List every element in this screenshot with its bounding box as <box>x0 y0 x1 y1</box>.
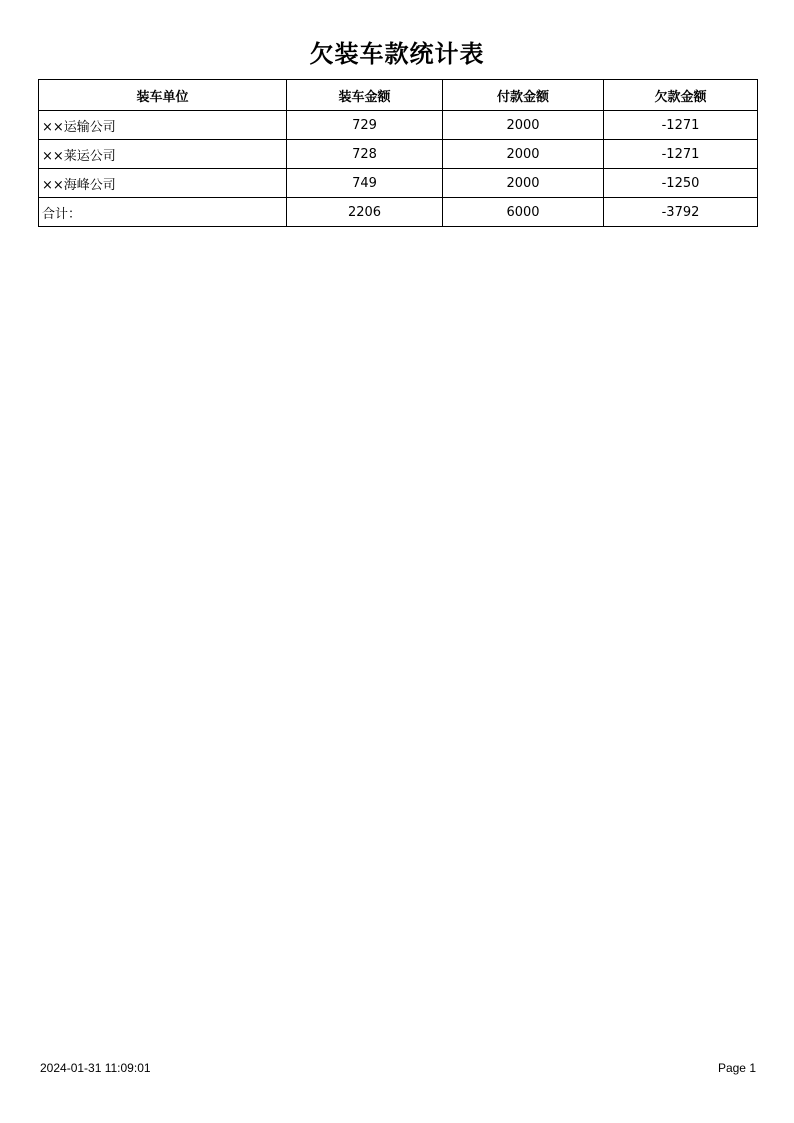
table-row <box>39 140 758 169</box>
unit-cell: ××莱运公司 <box>39 140 287 169</box>
unit-cell: ××海峰公司 <box>39 169 287 198</box>
report-title: 欠装车款统计表 <box>309 39 485 68</box>
owed-amount-cell: -1271 <box>604 111 758 140</box>
paid-amount-cell: 2000 <box>443 140 604 169</box>
table-header-row <box>39 80 758 111</box>
paid-amount-cell: 2000 <box>443 111 604 140</box>
print-timestamp: 2024-01-31 11:09:01 <box>40 1061 151 1075</box>
unit-cell: ××运输公司 <box>39 111 287 140</box>
column-header-load-amount: 装车金额 <box>287 80 443 111</box>
total-row <box>39 198 758 227</box>
total-label: 合计： <box>39 198 287 227</box>
owed-amount-cell: -1250 <box>604 169 758 198</box>
column-header-owed-amount: 欠款金额 <box>604 80 758 111</box>
table-row <box>39 111 758 140</box>
total-load-amount: 2206 <box>287 198 443 227</box>
table-row <box>39 169 758 198</box>
load-amount-cell: 729 <box>287 111 443 140</box>
page-number: Page 1 <box>717 1061 756 1075</box>
load-amount-cell: 749 <box>287 169 443 198</box>
arrears-table <box>38 79 758 227</box>
total-owed-amount: -3792 <box>604 198 758 227</box>
column-header-paid-amount: 付款金额 <box>443 80 604 111</box>
total-paid-amount: 6000 <box>443 198 604 227</box>
column-header-unit: 装车单位 <box>39 80 287 111</box>
paid-amount-cell: 2000 <box>443 169 604 198</box>
load-amount-cell: 728 <box>287 140 443 169</box>
owed-amount-cell: -1271 <box>604 140 758 169</box>
